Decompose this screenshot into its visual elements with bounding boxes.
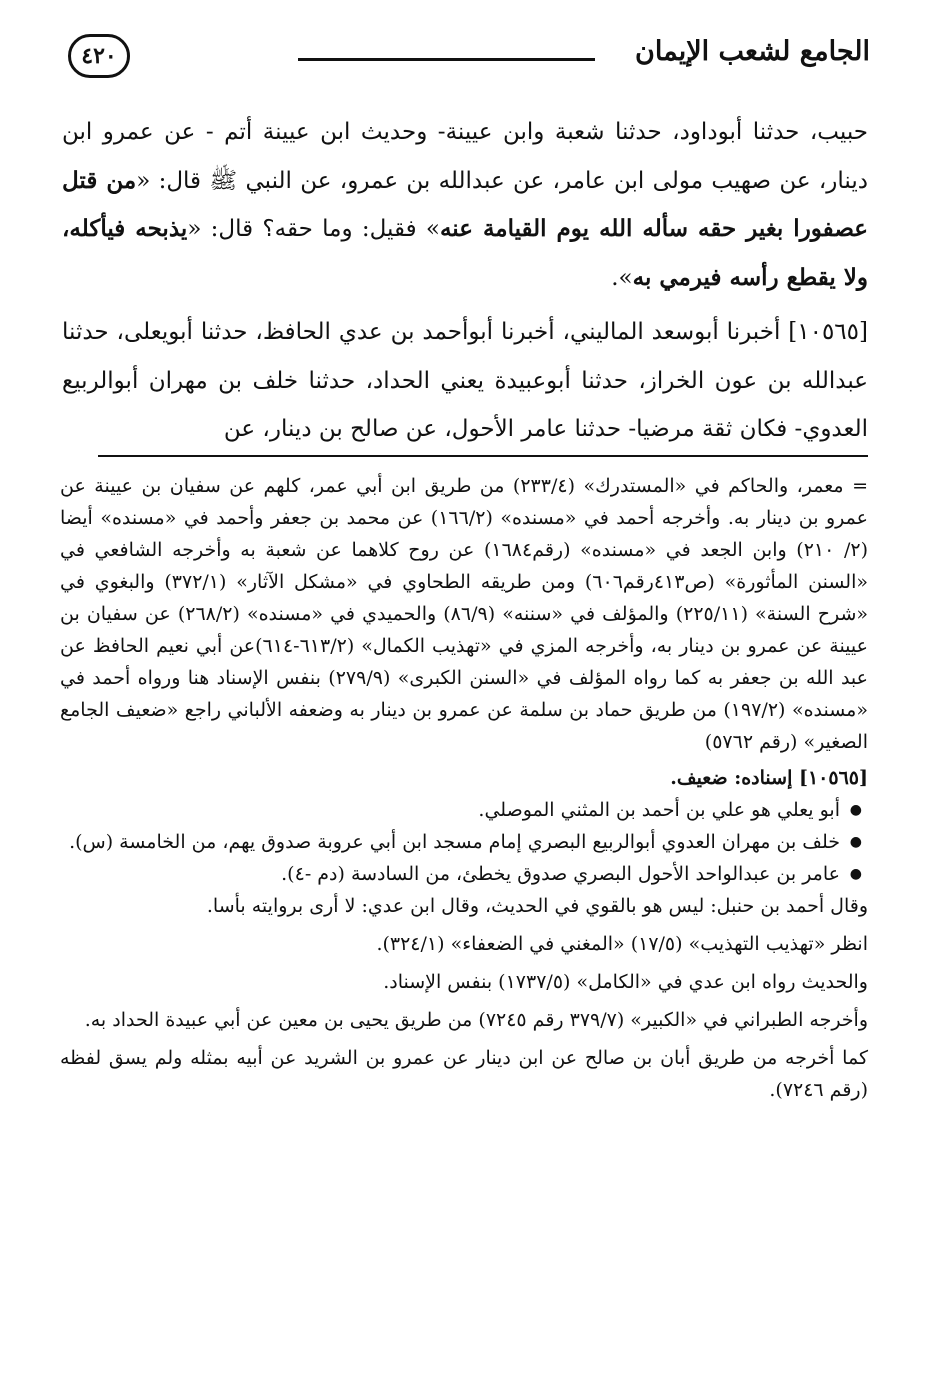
footnote-para: انظر «تهذيب التهذيب» (١٧/٥) «المغني في الضعفاء» (٣٢٤/١).	[376, 933, 868, 955]
book-title: الجامع لشعب الإيمان	[635, 36, 870, 67]
page-header	[60, 28, 870, 88]
main-text	[62, 108, 868, 460]
footnote-heading: [١٠٥٦٥] إسناده: ضعيف.	[670, 767, 868, 789]
hadith-paragraph	[62, 108, 868, 302]
footnote-continuation: = معمر، والحاكم في «المستدرك» (٢٣٣/٤) من طريق ابن أبي عمر، كلهم عن سفيان بن عيينة عن عمرو بن دينار به. وأخرجه أحمد في «مسنده» (١٦٦/٢) عن محمد بن جعفر وأحمد في «مسنده» أيضا (٢/ ٢١٠) وابن الجعد في «مسنده» (رقم١٦٨٤) عن روح كلاهما عن شعبة به وأخرجه الشافعي في «السنن المأثورة» (ص٤١٣رقم٦٠٦) ومن طريقه الطحاوي في «مشكل الآثار» (٣٧٢/١) والبغوي في «شرح السنة» (٢٢٥/١١) والمؤلف في «سننه» (٨٦/٩) والحميدي في «مسنده» (٢٦٨/٢) عن سفيان بن عيينة عن عمرو بن دينار به، وأخرجه المزي في «تهذيب الكمال» (٦١٣/٢-٦١٤)عن أبي نعيم الحافظ عن عبد الله بن جعفر به كما رواه المؤلف في «السنن الكبرى» (٢٧٩/٩) بنفس الإسناد هنا ورواه أحمد في «مسنده» (١٩٧/٢) من طريق حماد بن سلمة عن عمرو بن دينار به وضعفه الألباني راجع «ضعيف الجامع الصغير» (رقم ٥٧٦٢)	[60, 475, 869, 753]
hadith-end: ».	[611, 264, 633, 291]
narrator-list	[60, 794, 868, 890]
footnote-para: وقال أحمد بن حنبل: ليس هو بالقوي في الحديث، وقال ابن عدي: لا أرى بروايته بأسا.	[206, 895, 868, 917]
footnote-para: كما أخرجه من طريق أبان بن صالح عن ابن دينار عن عمرو بن الشريد عن أبيه بمثله ولم يسق لفظه (رقم ٧٢٤٦).	[60, 1047, 868, 1101]
header-rule	[298, 58, 595, 61]
hadith-quote-2: يذبحه فيأكله، ولا يقطع رأسه فيرمي به	[62, 215, 868, 291]
page-number: ٤٢٠	[68, 34, 130, 78]
narrator-item: ● عامر بن عبدالواحد الأحول البصري صدوق يخطئ، من السادسة (دم -٤).	[60, 858, 862, 890]
hadith-chain: حبيب، حدثنا أبوداود، حدثنا شعبة وابن عيينة- وحديث ابن عيينة أتم - عن عمرو ابن دينار، عن صهيب مولى ابن عامر، عن عبدالله بن عمرو، عن النبي ﷺ قال: «	[62, 119, 868, 194]
footnote-para: والحديث رواه ابن عدي في «الكامل» (١٧٣٧/٥) بنفس الإسناد.	[383, 971, 868, 993]
hadith-paragraph-10565: [١٠٥٦٥] أخبرنا أبوسعد الماليني، أخبرنا أبوأحمد بن عدي الحافظ، حدثنا أبويعلى، حدثنا عبدالله بن عون الخراز، حدثنا أبوعبيدة يعني الحداد، حدثنا خلف بن مهران أبوالربيع العدوي- فكان ثقة مرضيا- حدثنا عامر الأحول، عن صالح بن دينار، عن	[62, 319, 868, 442]
narrator-item: ● أبو يعلي هو علي بن أحمد بن المثني الموصلي.	[60, 794, 862, 826]
narrator-item: ● خلف بن مهران العدوي أبوالربيع البصري إمام مسجد ابن أبي عروبة صدوق يهم، من الخامسة (س).	[60, 826, 862, 858]
footnote-divider	[98, 455, 868, 457]
footnote-para: وأخرجه الطبراني في «الكبير» (٣٧٩/٧ رقم ٧٢٤٥) من طريق يحيى بن معين عن أبي عبيدة الحداد به.	[84, 1009, 868, 1031]
hadith-quote-1: من قتل عصفورا بغير حقه سأله الله يوم القيامة عنه	[62, 166, 868, 242]
footnotes	[60, 470, 868, 1106]
hadith-question: » فقيل: وما حقه؟ قال: «	[187, 216, 440, 242]
